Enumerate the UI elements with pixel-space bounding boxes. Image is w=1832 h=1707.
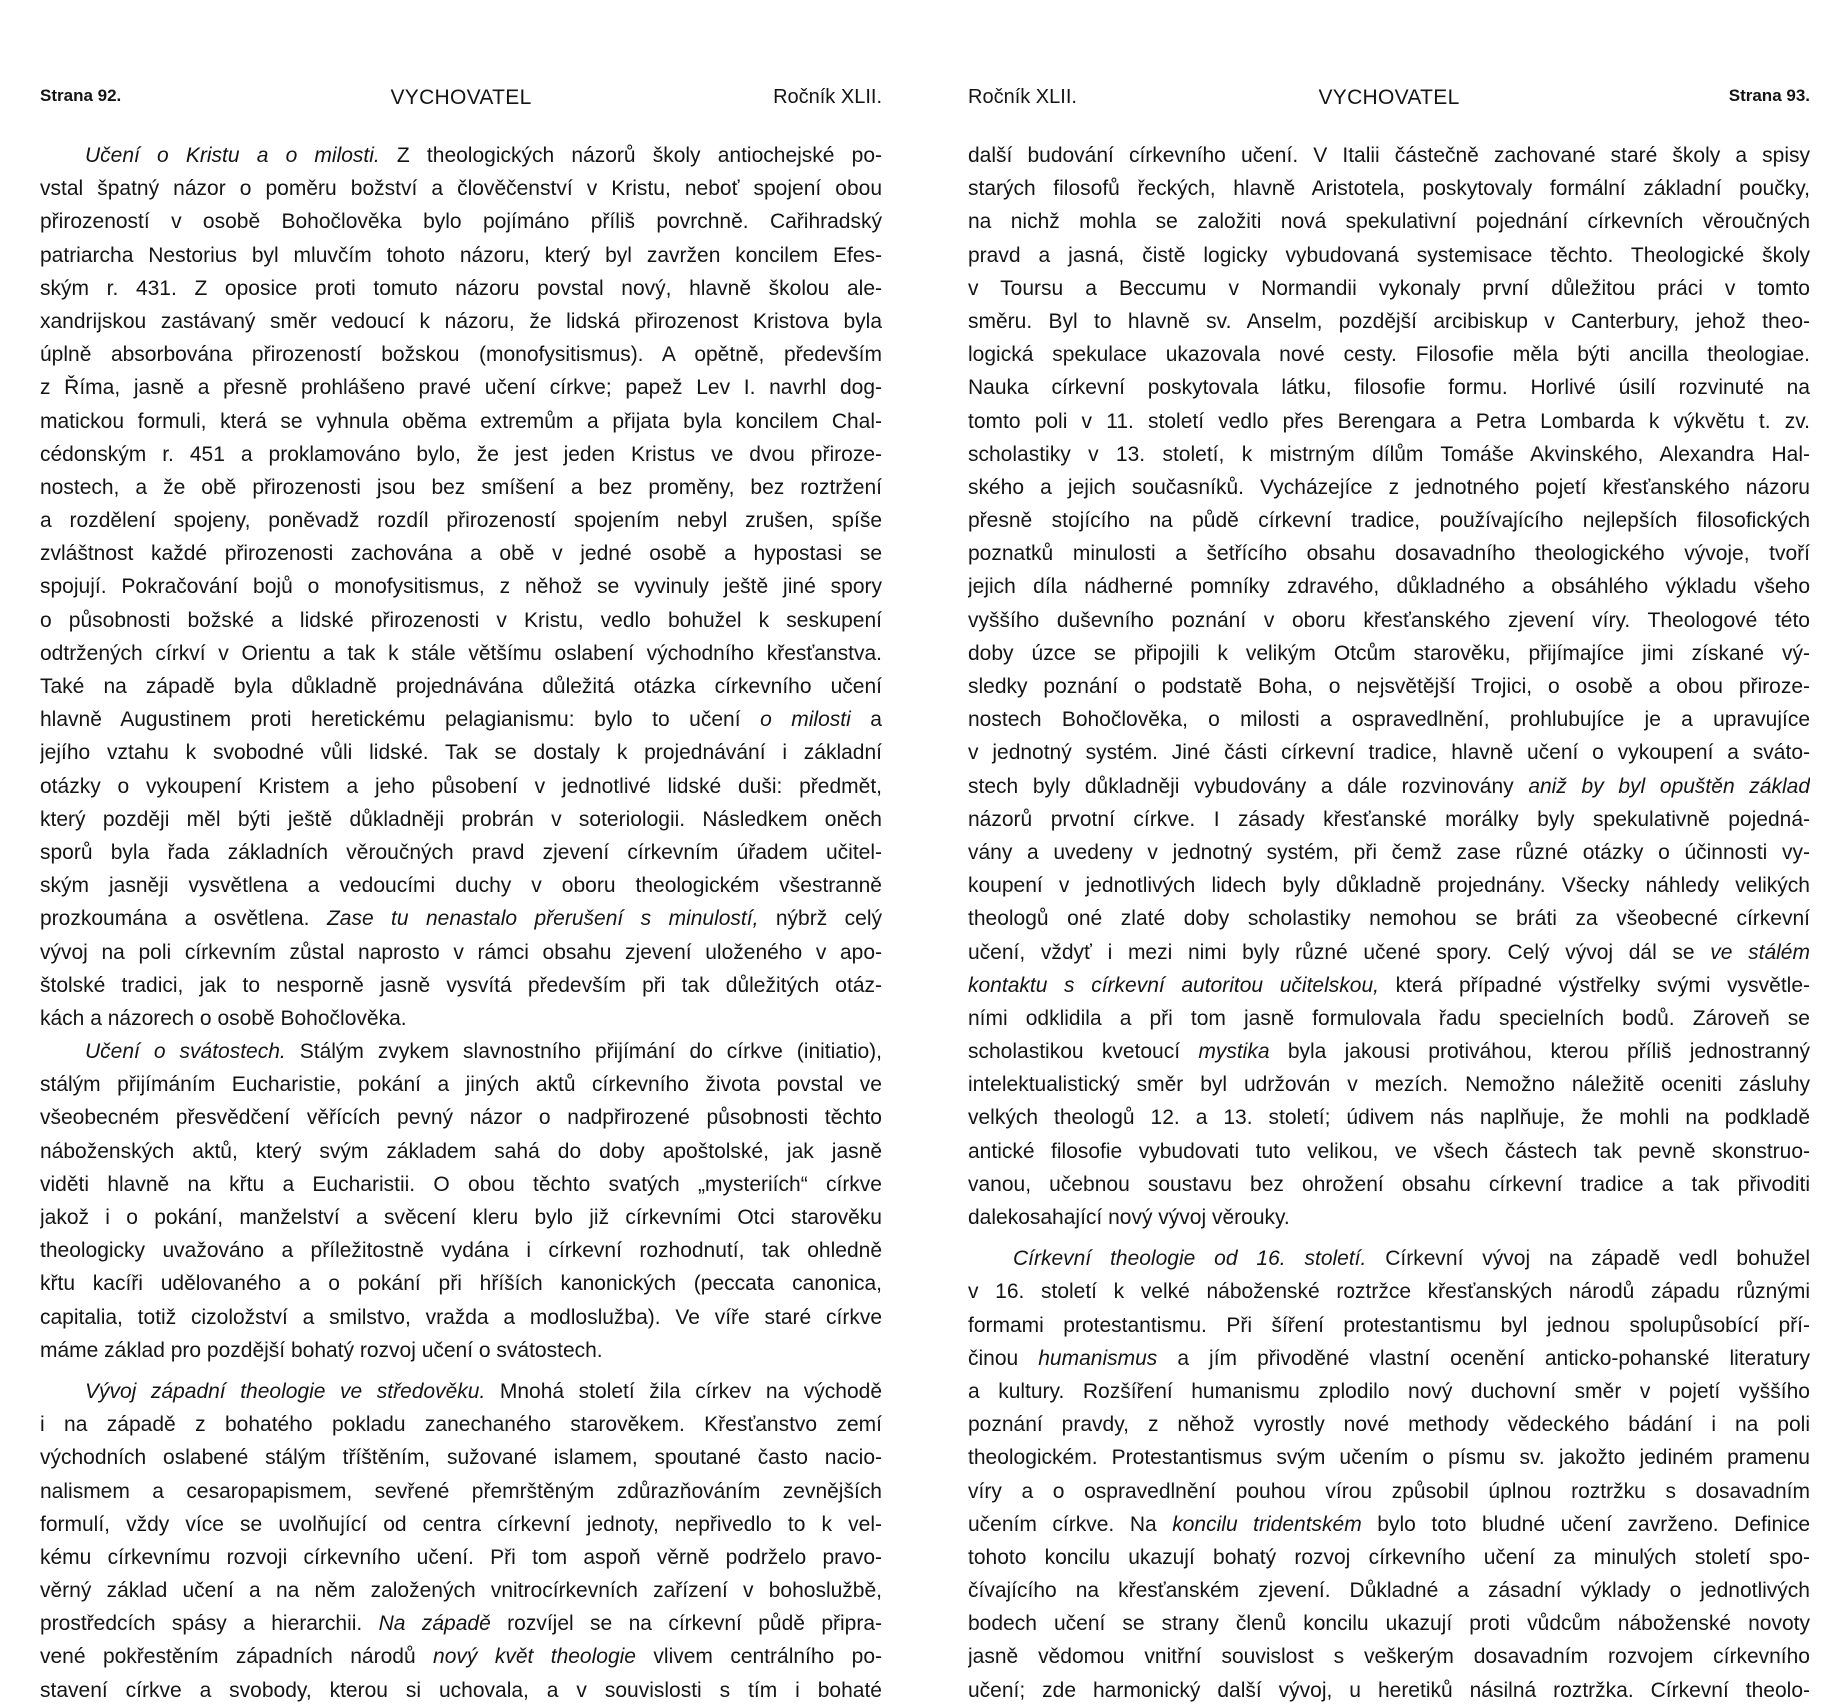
text-run: scholastikou kvetoucí <box>968 1040 1199 1064</box>
text-line <box>968 272 1810 305</box>
text-run: doby úzce se připojili k velikým Otcům starověku, přijímajíce jimi získané vý- <box>968 641 1810 665</box>
text-run: nýbrž celý <box>758 907 882 931</box>
text-line <box>40 172 882 205</box>
italic-text: Zase tu nenastalo přerušení s minulostí, <box>326 907 759 931</box>
text-run: směru. Byl to hlavně sv. Anselm, pozdější arcibiskup v Canterbury, jehož theo- <box>968 309 1810 333</box>
text-run: nostech, a že obě přirozenosti jsou bez smíšení a bez proměny, bez roztržení <box>40 475 882 499</box>
italic-text: Učení o svátostech. <box>85 1040 286 1064</box>
text-line <box>968 1441 1810 1474</box>
text-run: z Říma, jasně a přesně prohlášeno pravé učení církve; papež Lev I. navrhl dog- <box>40 376 882 400</box>
text-line <box>40 305 882 338</box>
text-run: scholastiky v 13. století, k mistrným dílům Tomáše Akvinského, Alexandra Hal- <box>968 442 1810 466</box>
text-run: capitalia, totiž cizoložství a smilstvo, vražda a modloslužba). Ve víře staré církve <box>40 1305 882 1329</box>
text-line <box>40 504 882 537</box>
text-column <box>968 139 1810 1707</box>
text-line <box>40 205 882 238</box>
text-line <box>968 736 1810 769</box>
text-line <box>40 836 882 869</box>
text-line <box>968 1135 1810 1168</box>
text-run: vývoj na poli církevním zůstal naprosto v rámci obsahu zjevení uloženého v apo- <box>40 940 882 964</box>
text-line <box>968 172 1810 205</box>
text-line <box>968 338 1810 371</box>
text-line <box>40 371 882 404</box>
text-run: tomto poli v 11. století vedlo přes Berengara a Petra Lombarda k výkvětu t. zv. <box>968 409 1810 433</box>
text-line <box>40 1674 882 1707</box>
text-line <box>968 1002 1810 1035</box>
text-line <box>40 1375 882 1408</box>
text-line <box>968 537 1810 570</box>
text-run: ními odklidila a při tom jasně formulovala řadu specielních bodů. Zároveň se <box>968 1006 1810 1030</box>
text-run: a jím přivoděné vlastní ocenění anticko-pohanské literatury <box>1157 1346 1810 1370</box>
text-run: na nichž mohla se založiti nová spekulativní pojednání církevních věroučných <box>968 210 1810 234</box>
text-line <box>968 305 1810 338</box>
italic-text: humanismus <box>1038 1346 1158 1370</box>
text-run: a <box>850 708 882 732</box>
text-line <box>968 139 1810 172</box>
running-head <box>40 86 882 112</box>
text-run: jakož i o pokání, manželství a svěcení kleru bylo již církevními Otci starověku <box>40 1206 882 1229</box>
text-run: vené pokřestěním západních národů <box>40 1645 434 1669</box>
text-run: jasně vědomou vnitřní souvislost s veškerým dosavadním rozvojem církevního <box>968 1645 1810 1669</box>
text-run: cédonským r. 451 a proklamováno bylo, že jest jeden Kristus ve dvou přiroze- <box>40 442 882 466</box>
text-line <box>40 1607 882 1640</box>
text-run: bylo toto bludné učení zavrženo. Definice <box>1361 1512 1810 1536</box>
text-line <box>40 770 882 803</box>
text-run: ským jasněji vysvětlena a vedoucími duchy v oboru theologickém všestranně <box>40 874 882 898</box>
text-run: máme základ pro pozdější bohatý rozvoj učení o svátostech. <box>40 1338 603 1362</box>
italic-text: Církevní theologie od 16. století. <box>1013 1247 1367 1271</box>
text-line <box>968 471 1810 504</box>
volume-label: Ročník XLII. <box>968 86 1077 108</box>
text-line <box>968 1168 1810 1201</box>
text-run: Církevní vývoj na západě vedl bohužel <box>1366 1247 1810 1271</box>
text-line <box>968 969 1810 1002</box>
text-line <box>40 405 882 438</box>
page-number: Strana 93. <box>1728 86 1810 105</box>
text-line <box>968 239 1810 272</box>
text-line <box>40 1101 882 1134</box>
text-run: pravd a jasná, čistě logicky vybudovaná systemisace těchto. Theologické školy <box>968 243 1810 267</box>
text-line <box>968 902 1810 935</box>
italic-text: o milosti <box>760 708 851 732</box>
text-run: stech byly důkladněji vybudovány a dále rozvinovány <box>968 774 1529 798</box>
text-line <box>40 1035 882 1068</box>
text-run: všeobecném přesvědčení věřících pevný názor o nadpřirozené působnosti těchto <box>40 1106 882 1130</box>
italic-text: nový květ theologie <box>433 1645 636 1669</box>
text-line <box>968 1574 1810 1607</box>
text-run: přirozeností v osobě Bohočlověka bylo pojímáno příliš povrchně. Cařihradský <box>40 210 882 234</box>
text-run: v jednotný systém. Jiné části církevní tradice, hlavně učení o vykoupení a sváto- <box>968 741 1810 765</box>
text-line <box>40 936 882 969</box>
text-line <box>968 1375 1810 1408</box>
text-run: koupení v jednotlivých lidech byly důkladně projednány. Všecky náhledy velikých <box>968 874 1810 898</box>
text-run: Stálým zvykem slavnostního přijímání do církve (initiatio), <box>285 1040 882 1064</box>
text-line <box>40 1201 882 1234</box>
text-line <box>968 438 1810 471</box>
italic-text: Vývoj západní theologie ve středověku. <box>85 1379 486 1403</box>
text-line <box>968 570 1810 603</box>
text-line <box>40 471 882 504</box>
text-line <box>40 969 882 1002</box>
text-line <box>40 1475 882 1508</box>
text-line <box>40 902 882 935</box>
text-run: v 16. století k velké náboženské roztržce křesťanských národů západu různými <box>968 1280 1810 1304</box>
text-line <box>40 869 882 902</box>
text-line <box>968 836 1810 869</box>
text-line <box>968 1475 1810 1508</box>
text-line <box>40 1441 882 1474</box>
text-run: zvláštnost každé přirozenosti zachována a obě v jedné osobě a hypostasi se <box>40 542 882 566</box>
text-line <box>968 1035 1810 1068</box>
text-line <box>968 637 1810 670</box>
text-run: theologickém. Protestantismus svým učením o písmu sv. jakožto jediném pramenu <box>968 1446 1810 1470</box>
paragraph-gap <box>968 1234 1810 1242</box>
text-run: štolské tradici, jak to nesporně jasně vysvítá především při tak důležitých otáz- <box>40 973 882 997</box>
text-run: starých filosofů řeckých, hlavně Aristotela, poskytovaly formální základní poučky, <box>968 177 1810 201</box>
italic-text: koncilu tridentském <box>1172 1512 1362 1536</box>
text-run: logická spekulace ukazovala nové cesty. Filosofie měla býti ancilla theologiae. <box>968 343 1810 367</box>
text-line <box>40 736 882 769</box>
text-run: theologicky uvažováno a příležitostně vydána i církevní rozhodnutí, tak ohledně <box>40 1239 882 1263</box>
text-line <box>968 869 1810 902</box>
text-line <box>40 604 882 637</box>
text-run: hlavně Augustinem proti heretickému pelagianismu: bylo to učení <box>40 708 761 732</box>
italic-text: kontaktu s církevní autoritou učitelskou, <box>968 973 1379 997</box>
text-line <box>40 1334 882 1367</box>
text-line <box>968 1674 1810 1707</box>
text-run: dalekosahající nový vývoj věrouky. <box>968 1206 1290 1229</box>
text-line <box>40 1574 882 1607</box>
text-line <box>40 1068 882 1101</box>
text-column <box>40 139 882 1707</box>
text-line <box>968 1640 1810 1673</box>
text-run: učení; zde harmonický další vývoj, u heretiků násilná roztržka. Církevní theolo- <box>968 1678 1810 1702</box>
text-run: Mnohá století žila církev na východě <box>485 1379 882 1403</box>
text-line <box>40 438 882 471</box>
text-line <box>40 1267 882 1300</box>
text-line <box>968 1541 1810 1574</box>
text-run: která případné výstřelky svými vysvětle- <box>1378 973 1810 997</box>
text-run: prostředcích spásy a hierarchii. <box>40 1612 379 1636</box>
text-run: ského a jejich současníků. Vycházejíce z jednotného pojetí křesťanského názoru <box>968 475 1810 499</box>
journal-title: VYCHOVATEL <box>390 86 532 109</box>
text-run: spojují. Pokračování bojů o monofysitismus, z něhož se vyvinuly ještě jiné spory <box>40 575 882 599</box>
volume-label: Ročník XLII. <box>773 86 882 108</box>
right-page <box>968 0 1810 1702</box>
text-run: kému církevnímu rozvoji církevního učení. Při tom aspoň věrně podrželo pravo- <box>40 1545 882 1569</box>
text-line <box>40 1408 882 1441</box>
text-line <box>40 139 882 172</box>
italic-text: mystika <box>1198 1040 1270 1064</box>
text-line <box>968 1508 1810 1541</box>
text-line <box>40 1541 882 1574</box>
italic-text: aniž by byl opuštěn základ <box>1528 774 1810 798</box>
text-run: matickou formuli, která se vyhnula oběma extremům a přijata byla koncilem Chal- <box>40 409 882 433</box>
text-line <box>40 1168 882 1201</box>
text-run: i na západě z bohatého pokladu zanechaného starověkem. Křesťanstvo zemí <box>40 1413 882 1437</box>
text-run: stavení církve a svobody, kterou si uchovala, a v souvislosti s tím i bohaté <box>40 1678 882 1702</box>
text-line <box>968 1342 1810 1375</box>
text-line <box>40 1301 882 1334</box>
text-run: jejího vztahu k svobodné vůli lidské. Tak se dostaly k projednávání i základní <box>40 741 882 765</box>
text-run: vanou, učebnou soustavu bez ohrožení obsahu církevní tradice a tak přivoditi <box>968 1172 1810 1196</box>
text-line <box>968 1242 1810 1275</box>
text-run: otázky o vykoupení Kristem a jeho působení v jednotlivé lidské duši: předmět, <box>40 774 882 798</box>
text-run: xandrijskou zastávaný směr vedoucí k názoru, že lidská přirozenost Kristova byla <box>40 309 882 333</box>
text-run: rozvíjel se na církevní půdě připra- <box>490 1612 882 1636</box>
text-run: křtu kacíři udělovaného a o pokání při hříších kanonických (peccata canonica, <box>40 1272 882 1296</box>
text-run: Také na západě byla důkladně projednávána důležitá otázka církevního učení <box>40 675 882 698</box>
left-page <box>40 0 882 1702</box>
text-run: bodech učení se strany členů koncilu ukazují proti vůdcům náboženské novoty <box>968 1612 1810 1636</box>
text-run: velkých theologů 12. a 13. století; údivem nás naplňuje, že mohli na podkladě <box>968 1106 1810 1130</box>
text-line <box>968 504 1810 537</box>
text-run: patriarcha Nestorius byl mluvčím tohoto názoru, který byl zavržen koncilem Efes- <box>40 243 882 267</box>
text-run: Nauka církevní poskytovala látku, filosofie formu. Horlivé úsilí rozvinuté na <box>968 376 1810 400</box>
text-line <box>968 405 1810 438</box>
text-run: názorů prvotní církve. I zásady křesťanské morálky byly spekulativně pojedná- <box>968 807 1810 831</box>
text-line <box>40 570 882 603</box>
text-line <box>40 803 882 836</box>
text-run: úplně absorbována přirozeností božskou (monofysitismus). A opětně, především <box>40 343 882 367</box>
text-run: nalismem a cesaropapismem, sevřené přemrštěným zdůrazňováním zevnějších <box>40 1479 882 1503</box>
text-run: vlivem centrálního po- <box>636 1645 882 1669</box>
text-run: další budování církevního učení. V Italii částečně zachované staré školy a spisy <box>968 144 1810 167</box>
text-run: formami protestantismu. Při šíření protestantismu byl jednou spolupůsobící pří- <box>968 1313 1810 1337</box>
page-number: Strana 92. <box>40 86 122 105</box>
text-line <box>968 1068 1810 1101</box>
text-line <box>968 1201 1810 1234</box>
text-run: vány a uvedeny v jednotný systém, při čemž zase různé otázky o účinnosti vy- <box>968 840 1810 864</box>
text-run: formulí, vždy více se uvolňující od centra církevní jednoty, nepřivedlo to k vel- <box>40 1512 882 1536</box>
text-run: náboženských aktů, který svým základem sahá do doby apoštolské, jak jasně <box>40 1139 882 1163</box>
text-run: odtržených církví v Orientu a tak k stále většímu oslabení východního křesťanstva. <box>40 641 882 665</box>
text-run: ským r. 431. Z oposice proti tomuto názoru povstal nový, hlavně školou ale- <box>40 276 882 300</box>
italic-text: Učení o Kristu a o milosti. <box>85 144 380 167</box>
paragraph-gap <box>40 1367 882 1375</box>
text-run: o působnosti božské a lidské přirozenosti v Kristu, vedlo bohužel k seskupení <box>40 608 882 632</box>
running-head <box>968 86 1810 112</box>
text-line <box>968 604 1810 637</box>
text-run: kách a názorech o osobě Bohočlověka. <box>40 1006 407 1030</box>
text-run: přesně stojícího na půdě církevní tradice, používajícího nejlepších filosofických <box>968 509 1810 533</box>
text-line <box>968 670 1810 703</box>
text-run: činou <box>968 1346 1039 1370</box>
text-line <box>40 1002 882 1035</box>
text-line <box>968 371 1810 404</box>
journal-title: VYCHOVATEL <box>1318 86 1460 109</box>
text-run: stálým přijímáním Eucharistie, pokání a jiných aktů církevního života povstal ve <box>40 1073 882 1097</box>
text-line <box>40 703 882 736</box>
text-run: poznání pravdy, z něhož vyrostly nové methody vědeckého bádání i na poli <box>968 1413 1810 1437</box>
text-run: učením církve. Na <box>968 1512 1173 1536</box>
text-run: vstal špatný názor o poměru božství a člověčenství v Kristu, neboť spojení obou <box>40 177 882 201</box>
text-run: poznatků minulosti a šetřícího obsahu dosavadního theologického vývoje, tvoří <box>968 542 1810 566</box>
text-line <box>40 1234 882 1267</box>
text-run: byla jakousi protiváhou, kterou příliš jednostranný <box>1269 1040 1810 1064</box>
text-run: čívajícího na křesťanském zjevení. Důkladné a zásadní výklady o jednotlivých <box>968 1579 1810 1603</box>
text-line <box>40 1640 882 1673</box>
text-line <box>968 1607 1810 1640</box>
text-line <box>40 272 882 305</box>
text-run: prozkoumána a osvětlena. <box>40 907 327 931</box>
text-line <box>968 770 1810 803</box>
italic-text: Na západě <box>378 1612 491 1636</box>
text-run: v Toursu a Beccumu v Normandii vykonaly první důležitou práci v tomto <box>968 276 1810 300</box>
text-line <box>40 1135 882 1168</box>
text-line <box>40 239 882 272</box>
text-line <box>40 1508 882 1541</box>
text-line <box>968 803 1810 836</box>
text-run: jejich díla nádherné pomníky zdravého, důkladného a obsáhlého výkladu všeho <box>968 575 1810 599</box>
text-line <box>968 703 1810 736</box>
text-line <box>968 1408 1810 1441</box>
text-run: a rozdělení spojeny, poněvadž rozdíl přirozeností spojením nebyl zrušen, spíše <box>40 509 882 533</box>
text-run: tohoto koncilu ukazují bohatý rozvoj církevního učení za minulých století spo- <box>968 1545 1810 1569</box>
text-run: vyššího duševního poznání v oboru křesťanského zjevení víry. Theologové této <box>968 608 1810 632</box>
text-run: Z theologických názorů školy antiochejské po- <box>379 144 882 167</box>
text-line <box>40 637 882 670</box>
text-run: učení, vždyť i mezi nimi byly různé učené spory. Celý vývoj dál se <box>968 940 1711 964</box>
text-line <box>968 205 1810 238</box>
text-run: nostech Bohočlověka, o milosti a ospravedlnění, prohlubujíce je a upravujíce <box>968 708 1810 732</box>
text-run: antické filosofie vybudovati tuto velikou, ve všech částech tak pevně skonstruo- <box>968 1139 1810 1163</box>
text-run: intelektualistický směr byl udržován v mezích. Nemožno náležitě oceniti zásluhy <box>968 1073 1810 1097</box>
text-run: který později měl býti ještě důkladněji probrán v soteriologii. Následkem oněch <box>40 807 882 831</box>
text-run: východních oslabené stálým tříštěním, sužované islamem, spoutané často nacio- <box>40 1446 882 1470</box>
text-line <box>40 537 882 570</box>
text-run: věrný základ učení a na něm založených vnitrocírkevních zařízení v bohoslužbě, <box>40 1579 882 1603</box>
text-line <box>968 1309 1810 1342</box>
italic-text: ve stálém <box>1710 940 1810 964</box>
text-line <box>968 1275 1810 1308</box>
text-line <box>968 1101 1810 1134</box>
text-line <box>968 936 1810 969</box>
text-run: theologů oné zlaté doby scholastiky nemohou se bráti za všeobecné církevní <box>968 907 1810 931</box>
text-run: sledky poznání o podstatě Boha, o nejsvětější Trojici, o osobě a obou přiroze- <box>968 675 1810 698</box>
text-line <box>40 670 882 703</box>
text-run: viděti hlavně na křtu a Eucharistii. O obou těchto svatých „mysteriích“ církve <box>40 1172 882 1196</box>
text-line <box>40 338 882 371</box>
text-run: sporů byla řada základních věroučných pravd zjevení církevním úřadem učitel- <box>40 840 882 864</box>
text-run: a kultury. Rozšíření humanismu zplodilo nový duchovní směr v pojetí vyššího <box>968 1379 1810 1403</box>
text-run: víry a o ospravedlnění pouhou vírou způsobil úplnou roztržku s dosavadním <box>968 1479 1810 1503</box>
